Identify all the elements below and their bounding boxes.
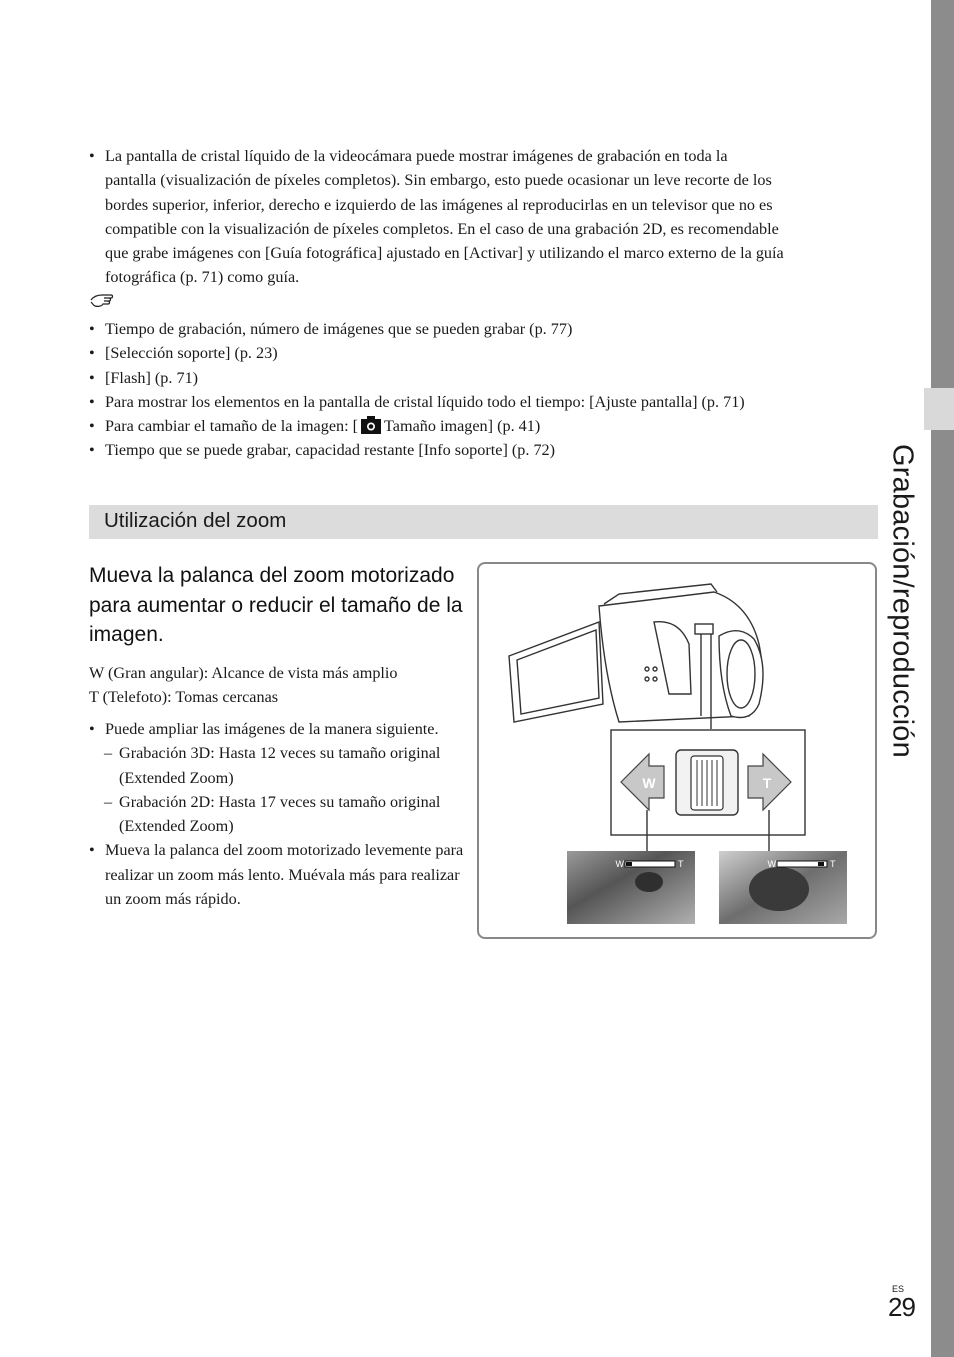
list-item: • Puede ampliar las imágenes de la manera siguiente. – Grabación 3D: Hasta 12 veces su tamaño original (Extended Zoom) – Grabación 2D: Hasta 17 veces su tamaño original (Extended Zoom) (89, 717, 469, 838)
svg-text:W: W (642, 775, 656, 791)
svg-text:W: W (615, 859, 624, 869)
list-item: • Tiempo que se puede grabar, capacidad restante [Info soporte] (p. 72) (89, 441, 556, 460)
intro-line: que grabe imágenes con [Guía fotográfica] ajustado en [Activar] y utilizando el marco externo de la guía (105, 244, 784, 263)
intro-line: fotográfica (p. 71) como guía. (105, 268, 300, 287)
svg-text:W: W (767, 859, 776, 869)
zoom-notes (89, 717, 469, 911)
list-item: • Tiempo de grabación, número de imágenes que se pueden grabar (p. 77) (89, 320, 573, 338)
zoom-lever-figure (477, 562, 877, 939)
camera-icon (361, 416, 381, 434)
sub-item: – Grabación 2D: Hasta 17 veces su tamaño original (Extended Zoom) (104, 792, 441, 836)
page-language: ES (892, 1284, 905, 1294)
list-item: • Mueva la palanca del zoom motorizado levemente para realizar un zoom más lento. Muévala más para realizar un zoom más rápido. (89, 841, 464, 909)
side-bar (931, 0, 954, 1357)
instruction-heading: Mueva la palanca del zoom motorizado para aumentar o reducir el tamaño de la imagen. (89, 564, 463, 646)
svg-text:T: T (762, 775, 772, 791)
side-tab-marker (924, 388, 954, 430)
section-header (89, 505, 878, 539)
sub-item: – Grabación 3D: Hasta 12 veces su tamaño original (Extended Zoom) (104, 744, 441, 787)
intro-line: compatible con la visualización de píxeles completos. En el caso de una grabación 2D, es recomendable (105, 219, 779, 238)
w-line: W (Gran angular): Alcance de vista más amplio (89, 664, 398, 682)
svg-text:T: T (678, 859, 684, 869)
chapter-title: Grabación/reproducción (886, 444, 919, 758)
section-title: Utilización del zoom (104, 509, 287, 532)
svg-text:T: T (830, 859, 836, 869)
intro-line: pantalla (visualización de píxeles completos). Sin embargo, esto puede ocasionar un leve recorte de los (105, 171, 772, 190)
intro-line: La pantalla de cristal líquido de la videocámara puede mostrar imágenes de grabación en toda la (105, 147, 728, 165)
list-item: • Para cambiar el tamaño de la imagen: [ Tamaño imagen] (p. 41) (89, 417, 541, 436)
page-number: 29 (888, 1292, 915, 1322)
reference-list (89, 317, 889, 463)
wide-zoom-indicator (625, 861, 675, 867)
list-item: • Para mostrar los elementos en la pantalla de cristal líquido todo el tiempo: [Ajuste pantalla] (p. 71) (89, 392, 745, 411)
wt-description (89, 661, 398, 710)
t-line: T (Telefoto): Tomas cercanas (89, 688, 279, 707)
list-item: • [Selección soporte] (p. 23) (89, 344, 278, 363)
list-item: • [Flash] (p. 71) (89, 368, 199, 387)
reference-hand-icon (90, 291, 114, 309)
intro-line: bordes superior, inferior, derecho e izquierdo de las imágenes al reproducirlas en un televisor que no es (105, 195, 773, 214)
intro-paragraph: • La pantalla de cristal líquido de la videocámara puede mostrar imágenes de grabación en toda la pantalla (visualización de píxeles completos). Sin embargo, esto puede ocasionar un leve recorte de los bordes superior, inferior, derecho e izquierdo de las imágenes al reproducirlas en un televisor que no es compatible con la visualización de píxeles completos. En el caso de una grabación 2D, es recomendable que grabe imágenes con [Guía fotográfica] ajustado en [Activar] y utilizando el marco externo de la guía fotográfica (p. 71) como guía. (89, 144, 879, 290)
camcorder-illustration (509, 584, 763, 729)
